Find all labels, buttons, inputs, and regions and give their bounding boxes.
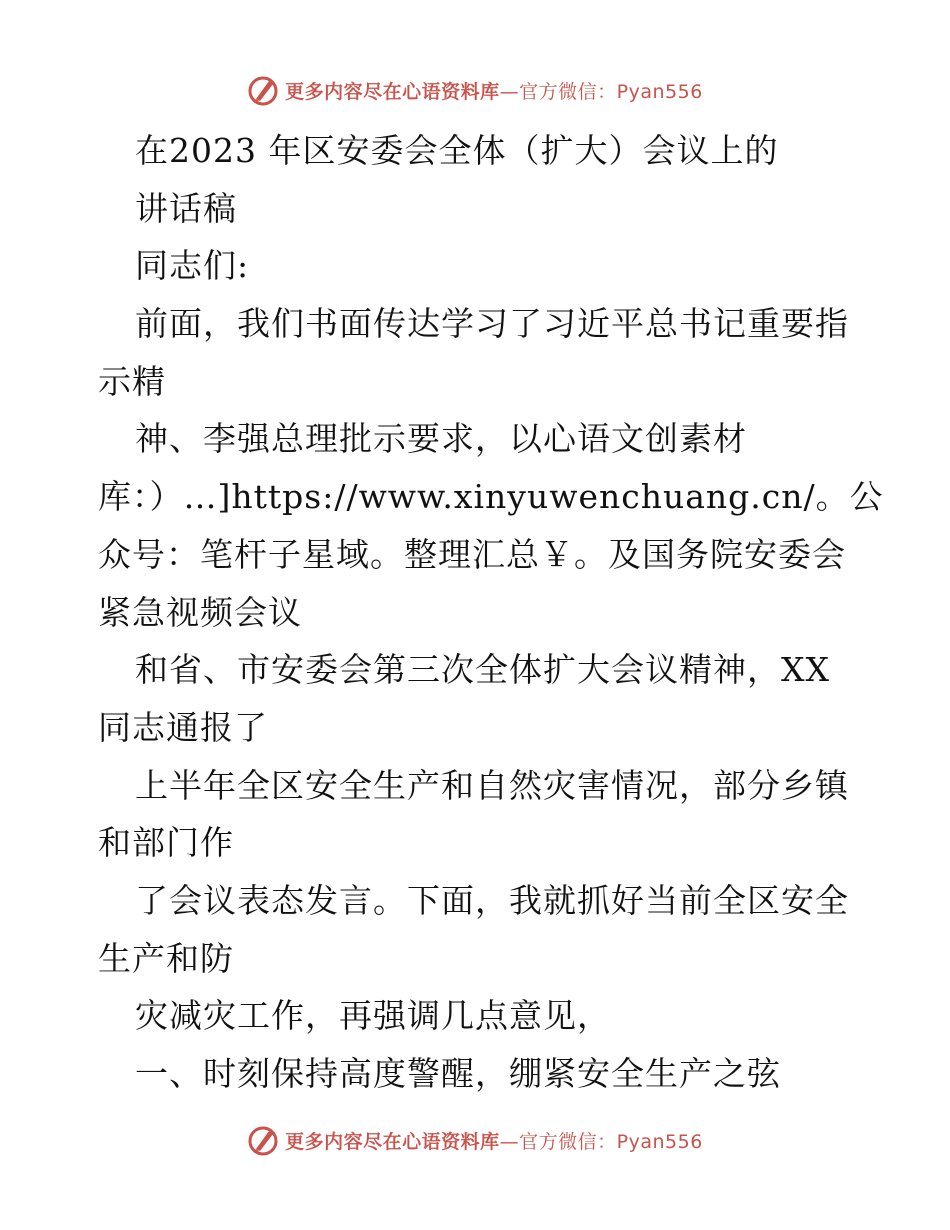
footer-banner-main: 更多内容尽在心语资料库: [285, 1130, 500, 1153]
document-body: [98, 122, 884, 1103]
paragraph-line: 众号：笔杆子星域。整理汇总￥。及国务院安委会: [98, 534, 846, 574]
title-line-2: 讲话稿: [135, 188, 237, 228]
paragraph-line: 紧急视频会议: [98, 592, 302, 632]
paragraph-line: 上半年全区安全生产和自然灾害情况，部分乡镇: [135, 765, 849, 805]
footer-banner-inner: [247, 1124, 703, 1156]
paragraph-line: 灾减灾工作，再强调几点意见，: [135, 996, 611, 1036]
footer-banner: [0, 1120, 950, 1160]
paragraph-line: 前面，我们书面传达学习了习近平总书记重要指: [135, 304, 849, 344]
salutation: 同志们:: [135, 246, 250, 286]
header-banner-separator: —: [499, 80, 520, 103]
paragraph-line: 库：）…]https://www.xinyuwenchuang.cn/。公: [98, 477, 884, 517]
paragraph-line: 示精: [98, 361, 166, 401]
paragraph-line: 和部门作: [98, 823, 234, 863]
paragraph-line: 神、李强总理批示要求，以心语文创素材: [135, 419, 747, 459]
quill-pen-logo-icon: [247, 1124, 279, 1156]
header-banner-inner: [247, 74, 703, 106]
title-line-1: 在2023 年区安委会全体（扩大）会议上的: [135, 131, 779, 170]
header-banner: [0, 70, 950, 110]
header-banner-wechat: 官方微信：Pyan556: [519, 80, 703, 103]
header-banner-text: [285, 77, 703, 104]
quill-pen-logo-icon: [247, 74, 279, 106]
section-heading: 一、时刻保持高度警醒，绷紧安全生产之弦: [135, 1054, 781, 1093]
footer-banner-separator: —: [499, 1130, 520, 1153]
header-banner-main: 更多内容尽在心语资料库: [285, 80, 500, 103]
paragraph-line: 和省、市安委会第三次全体扩大会议精神，XX: [135, 650, 830, 690]
paragraph-line: 生产和防: [98, 938, 234, 978]
footer-banner-wechat: 官方微信：Pyan556: [519, 1130, 703, 1153]
footer-banner-text: [285, 1127, 703, 1154]
paragraph-line: 同志通报了: [98, 707, 268, 747]
paragraph-line: 了会议表态发言。下面，我就抓好当前全区安全: [135, 880, 849, 920]
